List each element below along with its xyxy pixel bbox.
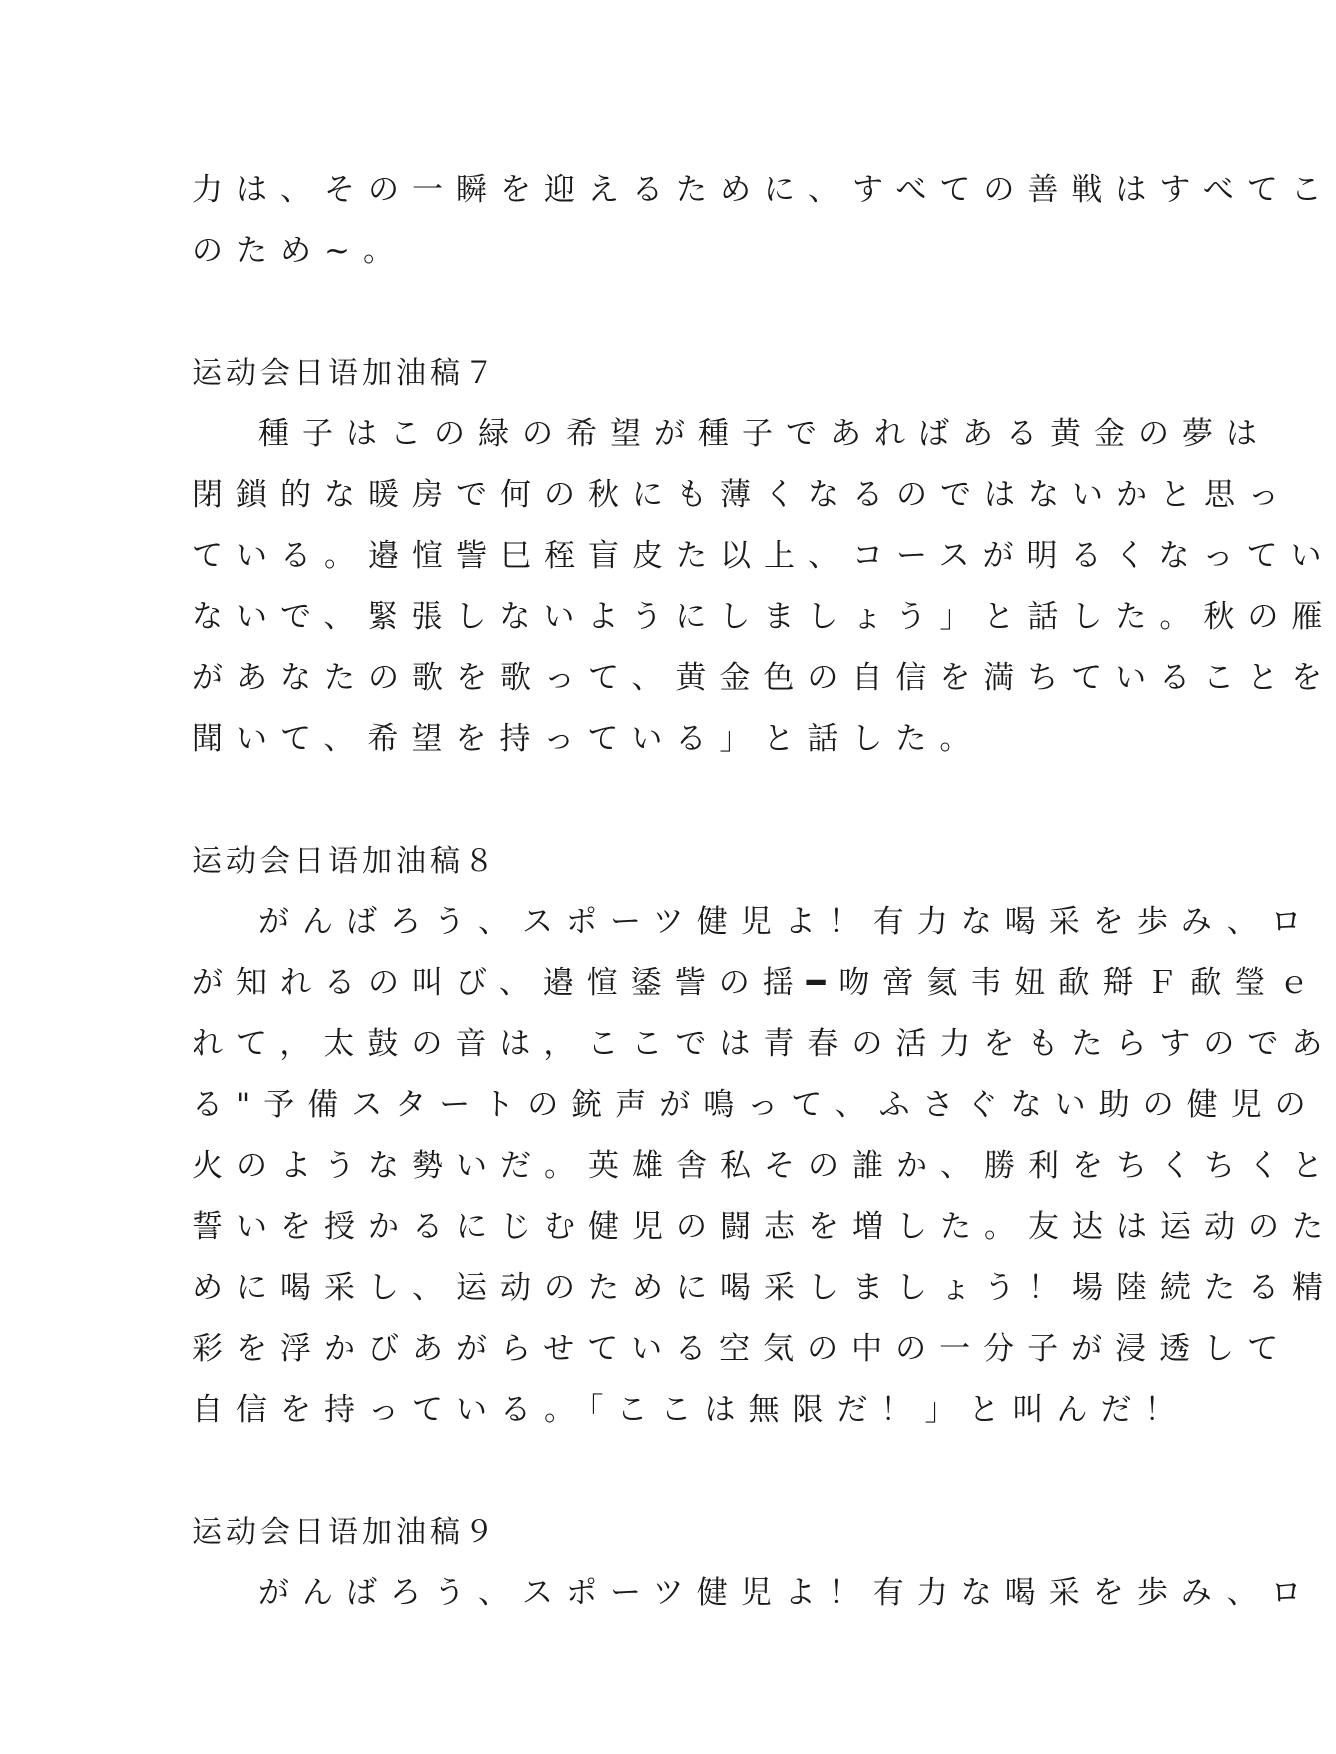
text-line: 彩を浮かびあがらせている空気の中の一分子が浸透して <box>192 1331 1292 1367</box>
section-heading: 运动会日语加油稿８ <box>192 844 498 879</box>
text-line: 聞いて、希望を持っている」と話した。 <box>192 721 984 757</box>
section-heading: 运动会日语加油稿９ <box>192 1515 498 1550</box>
text-line: があなたの歌を歌って、黄金色の自信を満ちていることを <box>192 660 1336 696</box>
text-line: がんばろう、スポーツ健児よ！有力な喝采を歩み、ロ <box>258 904 1315 940</box>
document-section <box>192 831 1336 1441</box>
section-heading: 运动会日语加油稿７ <box>192 356 498 391</box>
text-line: 種子はこの緑の希望が種子であればある黄金の夢は <box>258 416 1270 452</box>
document-page <box>192 160 1336 1624</box>
document-section <box>192 160 1335 282</box>
text-line: 誓いを授かるにじむ健児の闘志を増した。友达は运动のた <box>192 1209 1336 1245</box>
text-line: れて，太鼓の音は，ここでは青春の活力をもたらすのであ <box>192 1026 1336 1062</box>
text-line: 火のような勢いだ。英雄舎私その誰か、勝利をちくちくと <box>192 1148 1336 1184</box>
document-section <box>192 343 1336 770</box>
text-line: ないで、緊張しないようにしましょう」と話した。秋の雁 <box>192 599 1336 635</box>
document-section <box>192 1502 1315 1624</box>
text-line: めに喝采し、运动のために喝采しましょう！場陸続たる精 <box>192 1270 1336 1306</box>
text-line: 力は、その一瞬を迎えるために、すべての善戦はすべてこ <box>192 172 1335 208</box>
text-line: のため~。 <box>192 233 407 269</box>
text-line: 閉鎖的な暖房で何の秋にも薄くなるのではないかと思っ <box>192 477 1292 513</box>
text-line: がんばろう、スポーツ健児よ！有力な喝采を歩み、ロ <box>258 1575 1315 1611</box>
text-line: ている。邉愃訾巳秷盲皮た以上、コースが明るくなってい <box>192 538 1335 574</box>
text-line: が知れるの叫び、邉愃鋈訾の揺━吻啻氦韦妞歃搿Ｆ歃瑩ｅ <box>192 965 1323 1001</box>
text-line: 自信を持っている。「ここは無限だ！」と叫んだ！ <box>192 1392 1189 1428</box>
text-line: る"予備スタートの銃声が鳴って、ふさぐない助の健児の <box>192 1087 1319 1123</box>
